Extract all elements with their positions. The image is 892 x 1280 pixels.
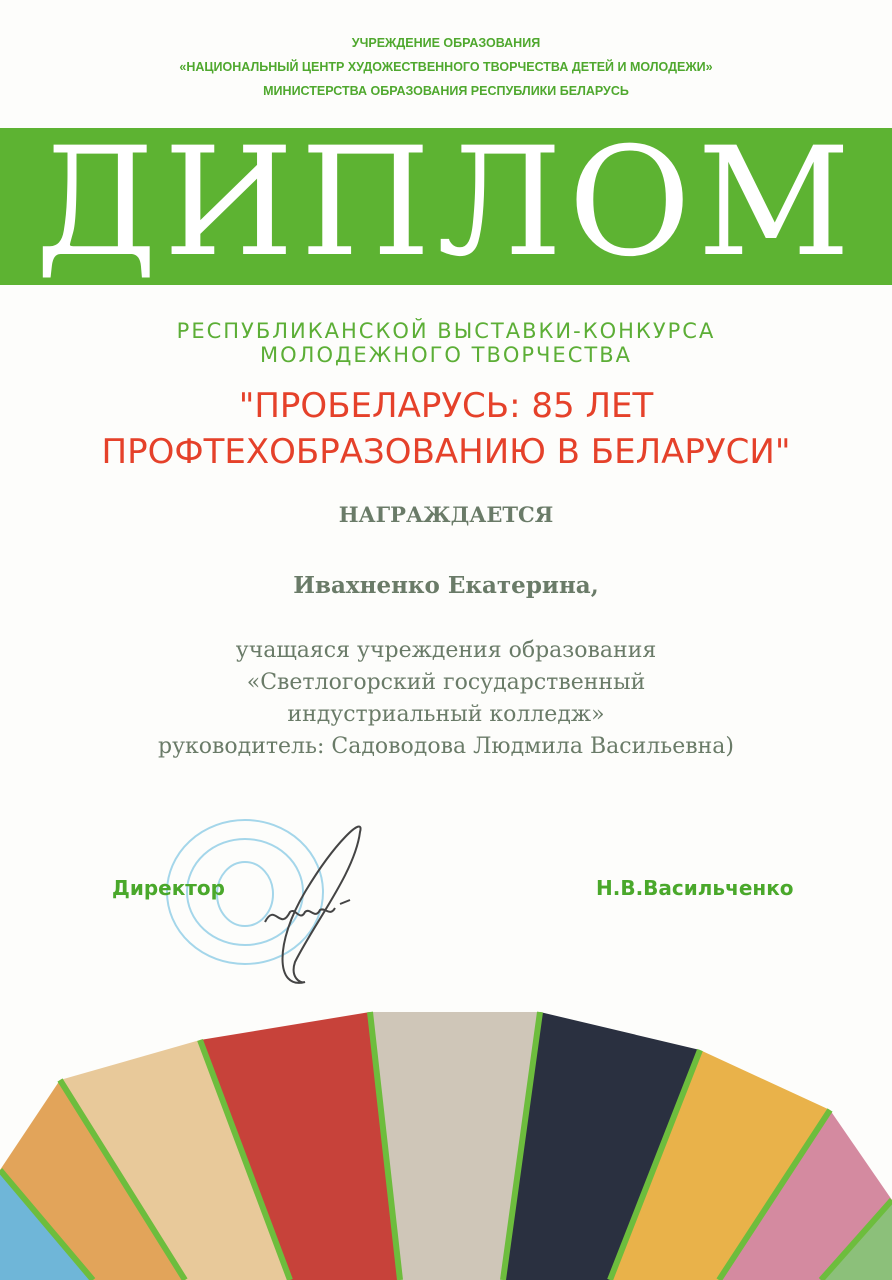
detail-line: индустриальный колледж» [287, 702, 605, 727]
award-label: НАГРАЖДАЕТСЯ [338, 502, 554, 527]
contest-name-1: "ПРОБЕЛАРУСЬ: 85 ЛЕТ [238, 386, 654, 426]
contest-line-1: РЕСПУБЛИКАНСКОЙ ВЫСТАВКИ-КОНКУРСА [176, 319, 716, 343]
recipient-name: Ивахненко Екатерина, [293, 572, 599, 599]
diploma-title: ДИПЛОМ [35, 116, 857, 290]
signature-name: Н.В.Васильченко [596, 876, 794, 900]
detail-line: руководитель: Садоводова Людмила Васильевна) [158, 734, 734, 759]
contest-name-2: ПРОФТЕХОБРАЗОВАНИЮ В БЕЛАРУСИ" [101, 432, 791, 472]
contest-line-2: МОЛОДЕЖНОГО ТВОРЧЕСТВА [260, 343, 632, 367]
detail-line: учащаяся учреждения образования [235, 638, 657, 663]
stamp-and-signature [165, 812, 505, 992]
org-line-2: «НАЦИОНАЛЬНЫЙ ЦЕНТР ХУДОЖЕСТВЕННОГО ТВОРЧЕСТВА ДЕТЕЙ И МОЛОДЕЖИ» [179, 60, 713, 74]
signature-role: Директор [112, 876, 225, 900]
org-line-3: МИНИСТЕРСТВА ОБРАЗОВАНИЯ РЕСПУБЛИКИ БЕЛАРУСЬ [263, 84, 629, 98]
org-line-1: УЧРЕЖДЕНИЕ ОБРАЗОВАНИЯ [351, 36, 541, 50]
artwork-wedges [0, 1012, 892, 1280]
artwork-fan [0, 1000, 892, 1280]
detail-line: «Светлогорский государственный [246, 670, 646, 695]
